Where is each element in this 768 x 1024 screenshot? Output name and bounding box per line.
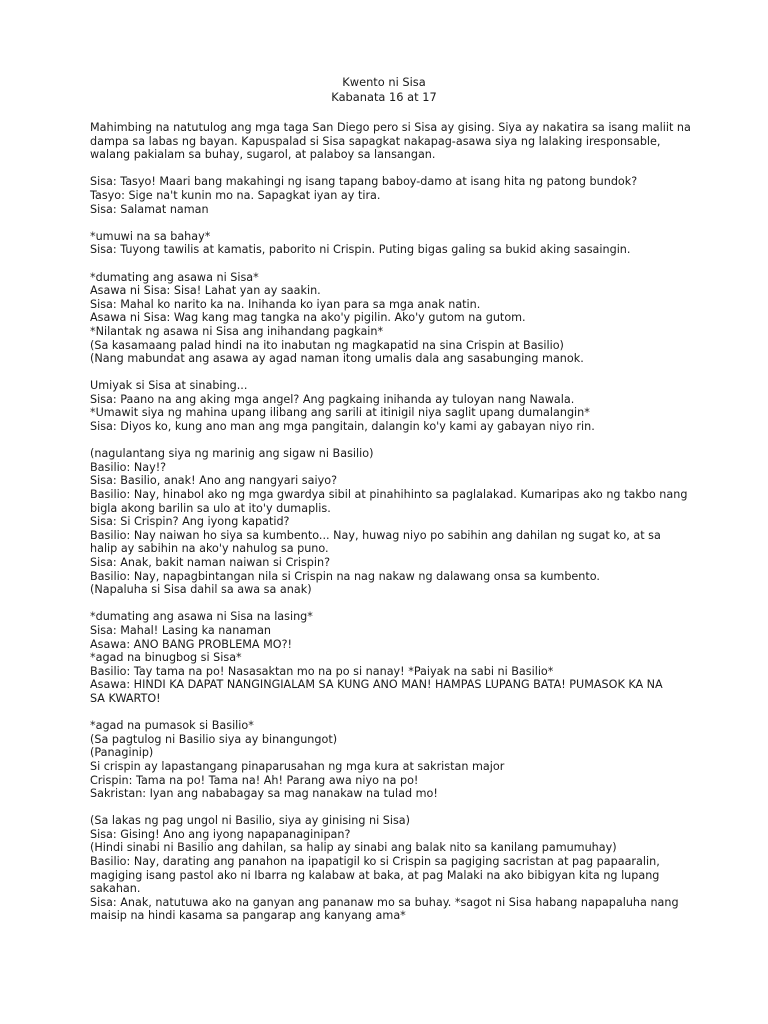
text-line: (Napaluha si Sisa dahil sa awa sa anak) [90, 583, 312, 597]
text-line: Basilio: Nay, hinabol ako ng mga gwardya sibil at pinahihinto sa paglalakad. Kumaripas ako ng takbo nang [90, 488, 688, 502]
text-line: Sisa: Basilio, anak! Ano ang nangyari saiyo? [90, 474, 338, 488]
text-line: Tasyo: Sige na't kunin mo na. Sapagkat iyan ay tira. [90, 188, 381, 202]
text-line: Sisa: Mahal! Lasing ka nanaman [90, 623, 272, 637]
text-line: Asawa: HINDI KA DAPAT NANGINGIALAM SA KUNG ANO MAN! HAMPAS LUPANG BATA! PUMASOK KA NA [90, 678, 663, 692]
text-line: Si crispin ay lapastangang pinaparusahan ng mga kura at sakristan major [90, 759, 505, 773]
text-line: Sisa: Anak, bakit naman naiwan si Crispin? [90, 556, 331, 569]
text-line: *umuwi na sa bahay* [90, 229, 211, 243]
text-line: *dumating ang asawa ni Sisa na lasing* [90, 610, 313, 624]
paragraph [90, 271, 690, 366]
paragraph [90, 379, 690, 433]
paragraph [90, 719, 690, 801]
text-line: (Nang mabundat ang asawa ay agad naman itong umalis dala ang sasabunging manok. [90, 352, 584, 366]
text-line: Sisa: Anak, natutuwa ako na ganyan ang pananaw mo sa buhay. *sagot ni Sisa habang napapaluha nang [90, 895, 679, 909]
document-subtitle: Kabanata 16 at 17 [331, 90, 437, 104]
text-line: Sisa: Gising! Ano ang iyong napapanaginipan? [90, 827, 351, 841]
text-line: Basilio: Nay naiwan ho siya sa kumbento... Nay, huwag niyo po sabihin ang dahilan ng sugat ko, at sa [90, 528, 661, 542]
text-line: bigla akong barilin sa ulo at ito'y dumaplis. [90, 501, 331, 515]
text-line: Umiyak si Sisa at sinabing... [90, 379, 248, 393]
paragraph [90, 814, 690, 923]
text-line: Sisa: Tuyong tawilis at kamatis, paborito ni Crispin. Puting bigas galing sa bukid aking sasaingin. [90, 243, 631, 257]
text-line: sakahan. [90, 882, 141, 896]
text-line: dampa sa labas ng bayan. Kapuspalad si Sisa sapagkat nakapag-asawa siya ng lalaking iresponsable, [90, 134, 661, 148]
text-line: *Nilantak ng asawa ni Sisa ang inihandang pagkain* [90, 324, 384, 338]
paragraph [90, 175, 690, 216]
text-line: Basilio: Nay, napagbintangan nila si Crispin na nag nakaw ng dalawang onsa sa kumbento. [90, 569, 600, 583]
text-line: Sisa: Si Crispin? Ang iyong kapatid? [90, 515, 290, 529]
text-line: Sisa: Tasyo! Maari bang makahingi ng isang tapang baboy-damo at isang hita ng patong bundok? [90, 175, 638, 189]
paragraph [90, 447, 690, 597]
text-line: SA KWARTO! [90, 691, 161, 705]
paragraph [90, 610, 690, 705]
text-line: (Sa pagtulog ni Basilio siya ay binangungot) [90, 732, 338, 746]
text-line: *dumating ang asawa ni Sisa* [90, 270, 259, 284]
text-line: halip ay sabihin na ako'y nahulog sa puno. [90, 542, 329, 556]
text-line: Basilio: Nay!? [90, 460, 167, 474]
text-line: Sisa: Mahal ko narito ka na. Inihanda ko iyan para sa mga anak natin. [90, 297, 481, 311]
paragraph [90, 230, 690, 257]
text-line: *agad na pumasok si Basilio* [90, 719, 254, 733]
text-line: Mahimbing na natutulog ang mga taga San Diego pero si Sisa ay gising. Siya ay nakatira sa isang maliit na [90, 121, 691, 134]
text-line: (Hindi sinabi ni Basilio ang dahilan, sa halip ay sinabi ang balak nito sa kanilang pamumuhay) [90, 841, 617, 855]
text-line: maisip na hindi kasama sa pangarap ang kanyang ama* [90, 909, 406, 923]
text-line: (Sa kasamaang palad hindi na ito inabutan ng magkapatid na sina Crispin at Basilio) [90, 338, 564, 352]
text-line: Sisa: Diyos ko, kung ano man ang mga pangitain, dalangin ko'y kami ay gabayan niyo rin. [90, 420, 595, 434]
text-line: (nagulantang siya ng marinig ang sigaw ni Basilio) [90, 447, 374, 461]
text-line: (Sa lakas ng pag ungol ni Basilio, siya ay ginising ni Sisa) [90, 814, 411, 828]
text-line: Crispin: Tama na po! Tama na! Ah! Parang awa niyo na po! [90, 773, 419, 787]
text-line: Sisa: Paano na ang aking mga angel? Ang pagkaing inihanda ay tuloyan nang Nawala. [90, 392, 575, 406]
text-line: Sakristan: Iyan ang nababagay sa mag nanakaw na tulad mo! [90, 787, 438, 801]
text-line: *Umawit siya ng mahina upang ilibang ang sarili at itinigil niya saglit upang dumalangin* [90, 406, 590, 420]
text-line: walang pakialam sa buhay, sugarol, at palaboy sa lansangan. [90, 148, 436, 162]
text-line: Asawa ni Sisa: Sisa! Lahat yan ay saakin. [90, 284, 321, 298]
text-line: Sisa: Salamat naman [90, 202, 209, 216]
paragraph [90, 121, 690, 162]
text-line: *agad na binugbog si Sisa* [90, 651, 242, 665]
text-line: Basilio: Nay, darating ang panahon na ipapatigil ko si Crispin sa pagiging sacristan at pag papaaralin, [90, 855, 660, 869]
document-body [90, 121, 690, 937]
text-line: Asawa ni Sisa: Wag kang mag tangka na ako'y pigilin. Ako'y gutom na gutom. [90, 311, 526, 325]
text-line: (Panaginip) [90, 746, 154, 760]
text-line: Asawa: ANO BANG PROBLEMA MO?! [90, 637, 293, 651]
title-block [0, 75, 768, 105]
document-title: Kwento ni Sisa [342, 75, 426, 89]
text-line: Basilio: Tay tama na po! Nasasaktan mo na po si nanay! *Paiyak na sabi ni Basilio* [90, 664, 554, 678]
text-line: magiging isang pastol ako ni Ibarra ng kalabaw at baka, at pag Malaki na ako bibigyan kita ng lupang [90, 868, 660, 882]
